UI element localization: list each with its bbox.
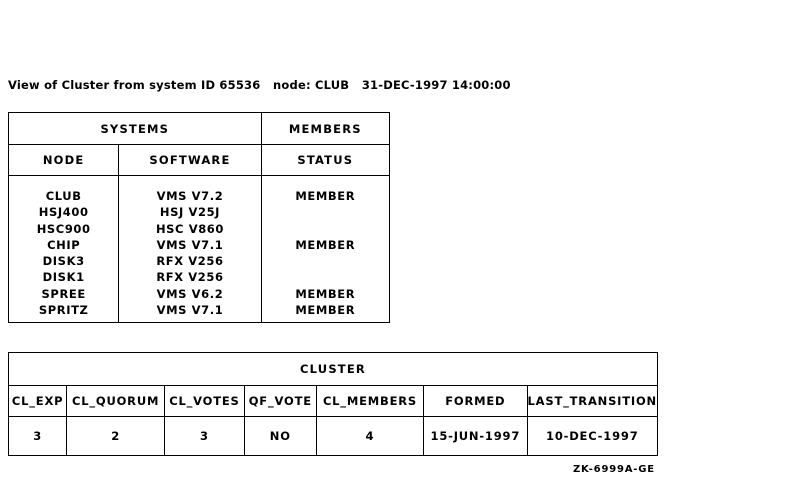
software-value: VMS V7.2 [156, 189, 224, 203]
status-list [262, 188, 389, 318]
status-value [262, 204, 389, 220]
column-header-formed: FORMED [424, 386, 527, 417]
status-value [262, 269, 389, 285]
column-header-software: SOFTWARE [119, 145, 261, 176]
software-value: VMS V6.2 [156, 286, 224, 301]
status-value: MEMBER [295, 189, 356, 203]
table-row-column-header [9, 386, 658, 417]
node-value: CLUB [45, 189, 82, 203]
software-value: VMS V7.1 [156, 237, 224, 252]
figure-identifier: ZK-6999A-GE [573, 464, 655, 475]
software-value: HSC V860 [155, 221, 225, 236]
value-cl-quorum: 2 [67, 417, 165, 456]
value-cl-votes: 3 [164, 417, 244, 456]
node-value: SPREE [41, 286, 86, 301]
node-value: CHIP [47, 237, 81, 252]
systems-members-table [8, 112, 390, 323]
column-header-cl-quorum: CL_QUORUM [67, 386, 165, 417]
group-header-members: MEMBERS [261, 113, 389, 145]
column-header-cl-votes: CL_VOTES [164, 386, 244, 417]
column-header-cl-exp: CL_EXP [9, 386, 67, 417]
node-column-cell [9, 176, 119, 323]
node-value: HSJ400 [38, 205, 89, 220]
node-value: SPRITZ [38, 303, 89, 318]
table-row-values [9, 417, 658, 456]
value-cl-exp: 3 [9, 417, 67, 456]
status-value: MEMBER [295, 237, 356, 252]
column-header-node: NODE [9, 145, 119, 176]
column-header-qf-vote: QF_VOTE [244, 386, 316, 417]
software-value: HSJ V25J [159, 205, 221, 220]
column-header-status: STATUS [261, 145, 389, 176]
status-value [262, 253, 389, 269]
table-row-body [9, 176, 390, 323]
software-value: RFX V256 [156, 270, 224, 285]
software-column-cell [119, 176, 261, 323]
software-value: RFX V256 [156, 254, 224, 269]
value-cl-members: 4 [316, 417, 423, 456]
group-header-systems: SYSTEMS [9, 113, 262, 145]
value-qf-vote: NO [244, 417, 316, 456]
table-row-group-header [9, 353, 658, 386]
status-value: MEMBER [295, 303, 356, 318]
value-last-transition: 10-DEC-1997 [527, 417, 657, 456]
node-list [9, 188, 118, 318]
node-value: DISK3 [42, 254, 85, 269]
cluster-table [8, 352, 658, 456]
software-value: VMS V7.1 [156, 303, 224, 318]
software-list [119, 188, 260, 318]
value-formed: 15-JUN-1997 [424, 417, 527, 456]
column-header-cl-members: CL_MEMBERS [316, 386, 423, 417]
status-column-cell [261, 176, 389, 323]
column-header-last-transition: LAST_TRANSITION [527, 386, 657, 417]
node-value: HSC900 [36, 221, 91, 236]
status-value: MEMBER [295, 286, 356, 301]
view-header-line: View of Cluster from system ID 65536 node: CLUB 31-DEC-1997 14:00:00 [8, 78, 511, 92]
node-value: DISK1 [42, 270, 85, 285]
table-row-column-header [9, 145, 390, 176]
table-row-group-header [9, 113, 390, 145]
group-header-cluster: CLUSTER [9, 353, 658, 386]
status-value [262, 221, 389, 237]
